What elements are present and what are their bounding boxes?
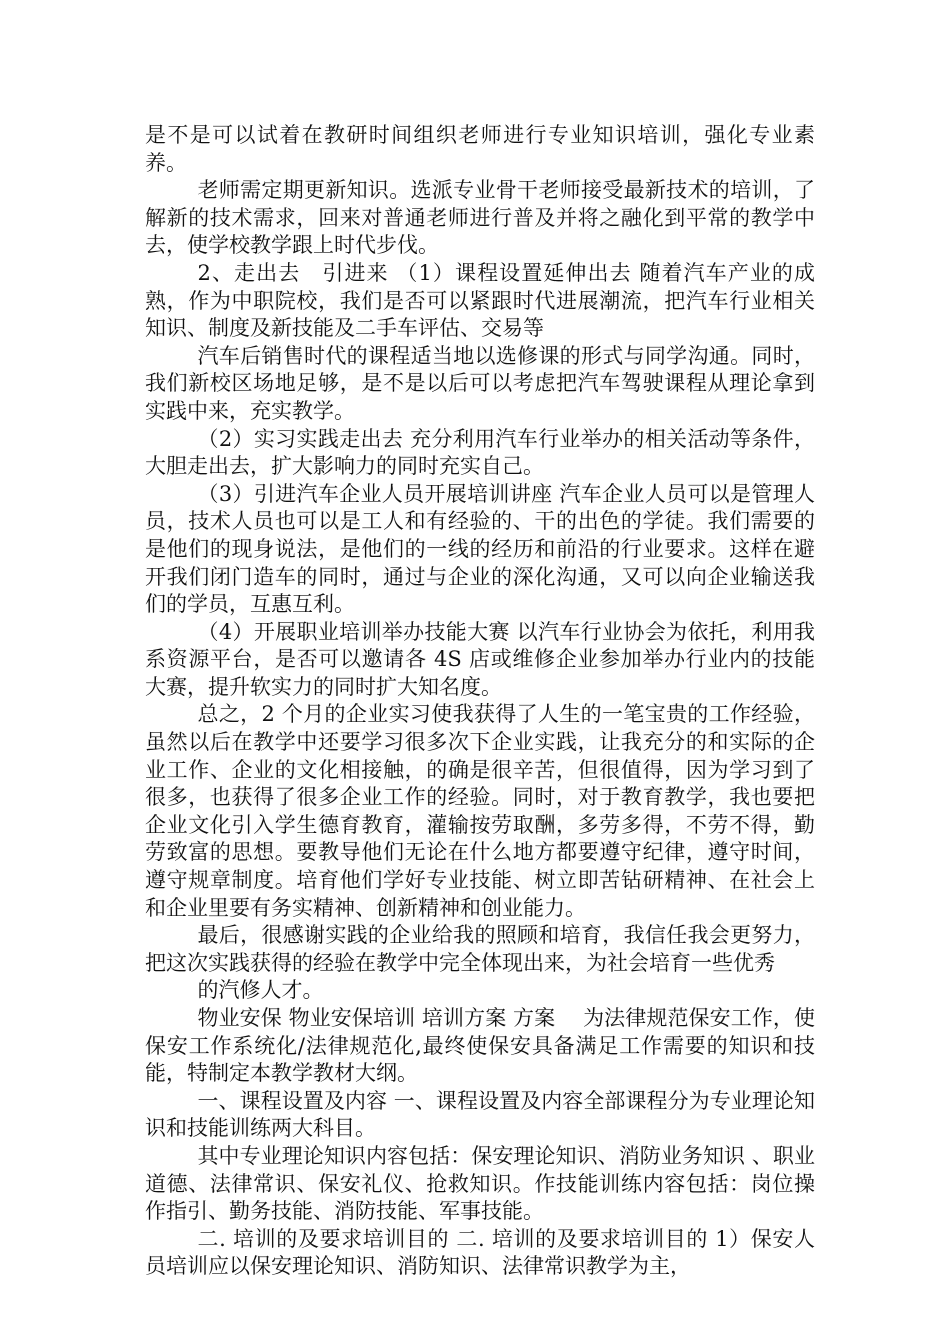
- paragraph: 是不是可以试着在教研时间组织老师进行专业知识培训，强化专业素养。: [145, 123, 815, 175]
- paragraph: 总之，2 个月的企业实习使我获得了人生的一笔宝贵的工作经验，虽然以后在教学中还要学习很多次下企业实践，让我充分的和实际的企业工作、企业的文化相接触，的确是很辛苦，但很值得，因为学习到了很多，也获得了很多企业工作的经验。同时，对于教育教学，我也要把企业文化引入学生德育教育，灌输按劳取酬，多劳多得，不劳不得，勤劳致富的思想。要教导他们无论在什么地方都要遵守纪律，遵守时间，遵守规章制度。培育他们学好专业技能、树立即苦钻研精神、在社会上和企业里要有务实精神、创新精神和创业能力。: [145, 702, 815, 920]
- paragraph: 二. 培训的及要求培训目的 二. 培训的及要求培训目的 1）保安人员培训应以保安理论知识、消防知识、法律常识教学为主，: [145, 1226, 815, 1279]
- paragraph: 2、走出去 引进来 （1）课程设置延伸出去 随着汽车产业的成熟，作为中职院校，我们是否可以紧跟时代进展潮流，把汽车行业相关知识、制度及新技能及二手车评估、交易等: [145, 260, 815, 341]
- paragraph: （2）实习实践走出去 充分利用汽车行业举办的相关活动等条件，大胆走出去，扩大影响力的同时充实自己。: [145, 426, 815, 479]
- paragraph: 物业安保 物业安保培训 培训方案 方案 为法律规范保安工作，使保安工作系统化/法律规范化,最终使保安具备满足工作需要的知识和技能，特制定本教学教材大纲。: [145, 1006, 815, 1086]
- paragraph: （3）引进汽车企业人员开展培训讲座 汽车企业人员可以是管理人员，技术人员也可以是工人和有经验的、干的出色的学徒。我们需要的是他们的现身说法，是他们的一线的经历和前沿的行业要求。这样在避开我们闭门造车的同时，通过与企业的深化沟通，又可以向企业输送我们的学员，互惠互利。: [145, 481, 815, 617]
- paragraph: 最后，很感谢实践的企业给我的照顾和培育，我信任我会更努力，把这次实践获得的经验在教学中完全体现出来，为社会培育一些优秀: [145, 923, 815, 975]
- document-body: [145, 122, 815, 1281]
- paragraph: （4）开展职业培训举办技能大赛 以汽车行业协会为依托，利用我系资源平台，是否可以邀请各 4S 店或维修企业参加举办行业内的技能大赛，提升软实力的同时扩大知名度。: [145, 619, 815, 699]
- paragraph: 一、课程设置及内容 一、课程设置及内容全部课程分为专业理论知识和技能训练两大科目。: [145, 1088, 815, 1141]
- paragraph: 汽车后销售时代的课程适当地以选修课的形式与同学沟通。同时，我们新校区场地足够，是不是以后可以考虑把汽车驾驶课程从理论拿到实践中来，充实教学。: [145, 343, 815, 423]
- paragraph: 老师需定期更新知识。选派专业骨干老师接受最新技术的培训，了解新的技术需求，回来对普通老师进行普及并将之融化到平常的教学中去，使学校教学跟上时代步伐。: [145, 178, 815, 258]
- paragraph: 其中专业理论知识内容包括：保安理论知识、消防业务知识 、职业道德、法律常识、保安礼仪、抢救知识。作技能训练内容包括：岗位操作指引、勤务技能、消防技能、军事技能。: [145, 1143, 815, 1224]
- paragraph: 的汽修人才。: [197, 978, 324, 1003]
